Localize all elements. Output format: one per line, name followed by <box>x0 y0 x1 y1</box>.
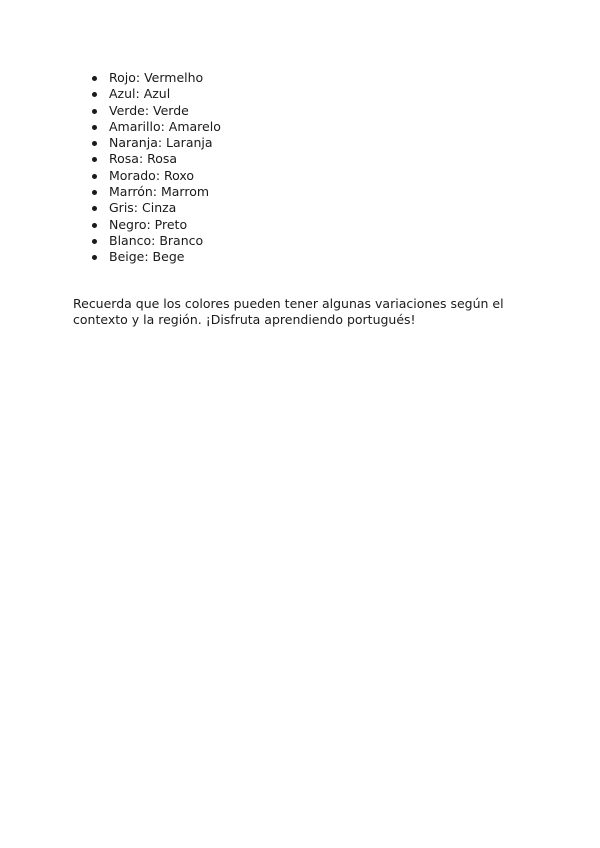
bullet-icon <box>92 255 97 260</box>
bullet-icon <box>92 92 97 97</box>
list-item-text: Rosa: Rosa <box>109 151 178 167</box>
bullet-icon <box>92 109 97 114</box>
list-item-text: Negro: Preto <box>109 216 188 232</box>
list-item-text: Gris: Cinza <box>109 200 177 216</box>
list-item-text: Rojo: Vermelho <box>109 70 204 85</box>
list-item <box>92 184 221 200</box>
list-item <box>92 168 221 184</box>
bullet-icon <box>92 141 97 146</box>
list-item <box>92 70 221 86</box>
color-translation-list <box>92 70 221 266</box>
list-item <box>92 151 221 167</box>
list-item-text: Marrón: Marrom <box>109 184 210 200</box>
list-item <box>92 249 221 265</box>
bullet-icon <box>92 157 97 162</box>
bullet-icon <box>92 174 97 179</box>
list-item <box>92 119 221 135</box>
list-item-text: Azul: Azul <box>109 86 171 102</box>
list-item <box>92 135 221 151</box>
list-item <box>92 86 221 102</box>
list-item-text: Beige: Bege <box>109 249 185 265</box>
list-item-text: Morado: Roxo <box>109 167 195 183</box>
bullet-icon <box>92 190 97 195</box>
list-item <box>92 103 221 119</box>
bullet-icon <box>92 223 97 228</box>
bullet-icon <box>92 239 97 244</box>
list-item-text: Naranja: Laranja <box>109 135 213 151</box>
list-item <box>92 233 221 249</box>
list-item <box>92 217 221 233</box>
list-item <box>92 200 221 216</box>
bullet-icon <box>92 76 97 81</box>
bullet-icon <box>92 125 97 130</box>
list-item-text: Blanco: Branco <box>109 232 204 248</box>
bullet-icon <box>92 206 97 211</box>
list-item-text: Amarillo: Amarelo <box>109 118 221 134</box>
list-item-text: Verde: Verde <box>109 102 189 118</box>
closing-note-paragraph: Recuerda que los colores pueden tener algunas variaciones según el contexto y la región. ¡Disfruta aprendiendo portugués! <box>73 296 504 327</box>
